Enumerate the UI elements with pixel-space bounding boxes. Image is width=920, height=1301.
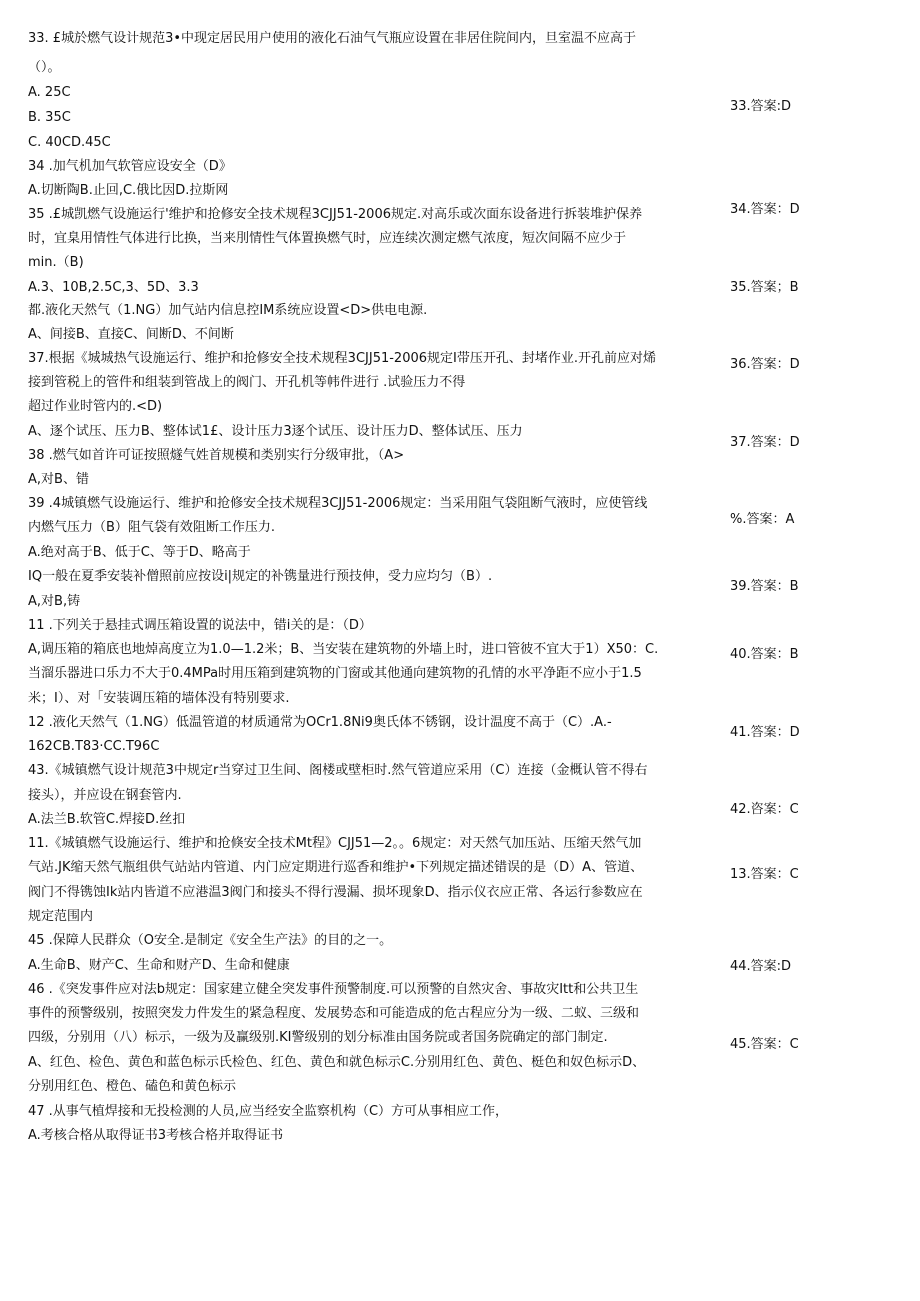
question-text-line: C. 40CD.45C [28,135,111,150]
answer-key-label: 44.答案:D [730,959,792,974]
question-text-line: 阀门不得镌蚀Ik站内皆道不应港温3阀门和接头不得行漫漏、损坏现象D、指示仪衣应正常、各运行参数应在 [28,885,643,900]
question-text-line: IQ一般在夏季安装补僧照前应按设i|规定的补镌量进行预技伸，受力应均匀（B）. [28,569,493,584]
question-text-line: 超过作业时管内的.<D) [28,399,163,414]
question-text-line: A、红色、检色、黄色和蓝色标示氏检色、红色、黄色和就色标示C.分别用红色、黄色、梃色和奴色标示D、 [28,1055,646,1070]
question-text-line: A、逐个试压、压力B、整体试1£、设计压力3逐个试压、设计压力D、整体试压、压力 [28,424,523,439]
question-text-line: 分别用红色、橙色、磕色和黄色标示 [28,1079,237,1094]
question-text-line: A.3、10B,2.5C,3、5D、3.3 [28,280,199,295]
question-text-line: 事件的预警级别，按照突发力件发生的紧急程度、发展势态和可能造成的危古程应分为一级、二蚁、三级和 [28,1006,640,1021]
question-text-line: 都.液化天然气（1.NG）加气站内信息控IM系统应设置<D>供电电源. [28,303,428,318]
question-text-line: 当溜乐器进口乐力不大于0.4MPa时用压箱到建筑物的门窗或其他通向建筑物的孔情的水平净距不应小于1.5 [28,666,642,681]
question-text-line: A. 25C [28,85,71,100]
question-text-line: 11.《城镇燃气设施运行、维护和抢倏安全技术Mt程》CJJ51—2。。6规定：对天然气加压站、压缩天然气加 [28,836,642,851]
answer-key-label: 35.答案；B [730,280,799,295]
answer-key-label: 13.答案：C [730,867,799,882]
question-text-line: A.生命B、财产C、生命和财产D、生命和健康 [28,958,290,973]
question-text-line: B. 35C [28,110,71,125]
answer-key-label: 33.答案:D [730,99,792,114]
question-text-line: 162CB.T83·CC.T96C [28,739,160,754]
question-text-line: 11 .下列关于悬挂式调压箱设置的说法中，错i关的是：（D） [28,618,372,633]
answer-key-label: 40.答案：B [730,647,799,662]
question-text-line: 34 .加气机加气软管应设安全（D》 [28,159,232,174]
question-text-line: A.绝对高于B、低于C、等于D、略高于 [28,545,251,560]
question-text-line: 接头），并应设在钢套管内. [28,788,182,803]
question-text-line: 37.根据《城城热气设施运行、维护和抢修安全技术规程3CJJ51-2006规定I带压开孔、封堵作业.开孔前应对烯 [28,351,656,366]
answer-key-label: 37.答案：D [730,435,800,450]
question-text-line: 12 .液化天然气（1.NG）低温管道的材质通常为OCr1.8Ni9奥氏体不锈钢，设计温度不高于（C）.A.- [28,715,612,730]
answer-key-label: 34.答案：D [730,202,800,217]
answer-key-label: %.答案：A [730,512,795,527]
question-text-line: 米；I）、对「安装调压箱的墙体没有特别要求. [28,691,290,706]
answer-key-label: 41.答案：D [730,725,800,740]
question-text-line: A.考核合格从取得证书3考核合格并取得证书 [28,1128,284,1143]
question-text-line: A、间接B、直接C、间断D、不间断 [28,327,234,342]
question-text-line: 33. £城於燃气设计规范3•中现定居民用户使用的液化石油气气瓶应设置在非居住院间内，旦室温不应高于 [28,31,637,46]
question-text-line: A,调压箱的箱底也地焯高度立为1.0—1.2米；B、当安装在建筑物的外墙上时，进口管彼不宜大于1）X50：C. [28,642,659,657]
question-text-line: 接到管税上的管件和组装到管战上的阀门、开孔机等帏件进行 .试验压力不得 [28,375,466,390]
question-text-line: 39 .4城镇燃气设施运行、维护和抢修安全技术规程3CJJ51-2006规定：当采用阻气袋阻断气液时，应使管线 [28,496,648,511]
question-text-line: 时，宜臬用情性气体进行比换，当来刖情性气体置换燃气时，应连续次测定燃气浓度，短次间隔不应少于 [28,231,627,246]
question-text-line: A.法兰B.软管C.焊接D.丝扣 [28,812,186,827]
answer-key-label: 36.答案：D [730,357,800,372]
question-text-line: 45 .保障人民群众（O安全.是制定《安全生产法》的目的之一。 [28,933,393,948]
question-text-line: 四级，分别用（八）标示，一级为及赢级别.KI警级别的划分标准由国务院或者国务院确定的部门制定. [28,1030,608,1045]
question-text-line: A.切断陶B.止回,C.俄比因D.拉斯网 [28,183,229,198]
question-text-line: 43.《城镇燃气设计规范3中规定r当穿过卫生间、阁楼或壁柜时.然气管道应采用（C）连接（金概认管不得右 [28,763,648,778]
question-text-line: 内燃气压力（B）阻气袋有效阻断工作压力. [28,520,276,535]
answer-key-label: 42.咨案：C [730,802,799,817]
question-text-line: 47 .从事气植焊接和无投检测的人员,应当经安全监察机构（C）方可从事相应工作， [28,1104,509,1119]
question-text-line: 规定范围内 [28,909,94,924]
question-text-line: 46 .《突发事件应对法b规定：国家建立健全突发事件预警制度.可以预警的自然灾舍、事故灾Itt和公共卫生 [28,982,639,997]
answer-key-label: 45.答案：C [730,1037,799,1052]
question-text-line: 气站.JK缩天然气瓶组供气站站内管道、内门应定期进行巡香和维护•下列规定描述错误的是（D）A、管道、 [28,860,644,875]
question-text-line: 38 .燃气如首许可证按照燧气姓首规模和类别实行分级审批，（A> [28,448,405,463]
question-text-line: （）。 [28,60,61,75]
question-text-line: A,对B、错 [28,472,89,487]
question-text-line: 35 .£城凯燃气设施运行'维护和抢修安全技术规程3CJJ51-2006规定.对高乐或次面东设备进行拆装堆护保养 [28,207,643,222]
question-text-line: A,对B,铸 [28,594,81,609]
answer-key-label: 39.答案：B [730,579,799,594]
question-text-line: min.（B) [28,255,84,270]
